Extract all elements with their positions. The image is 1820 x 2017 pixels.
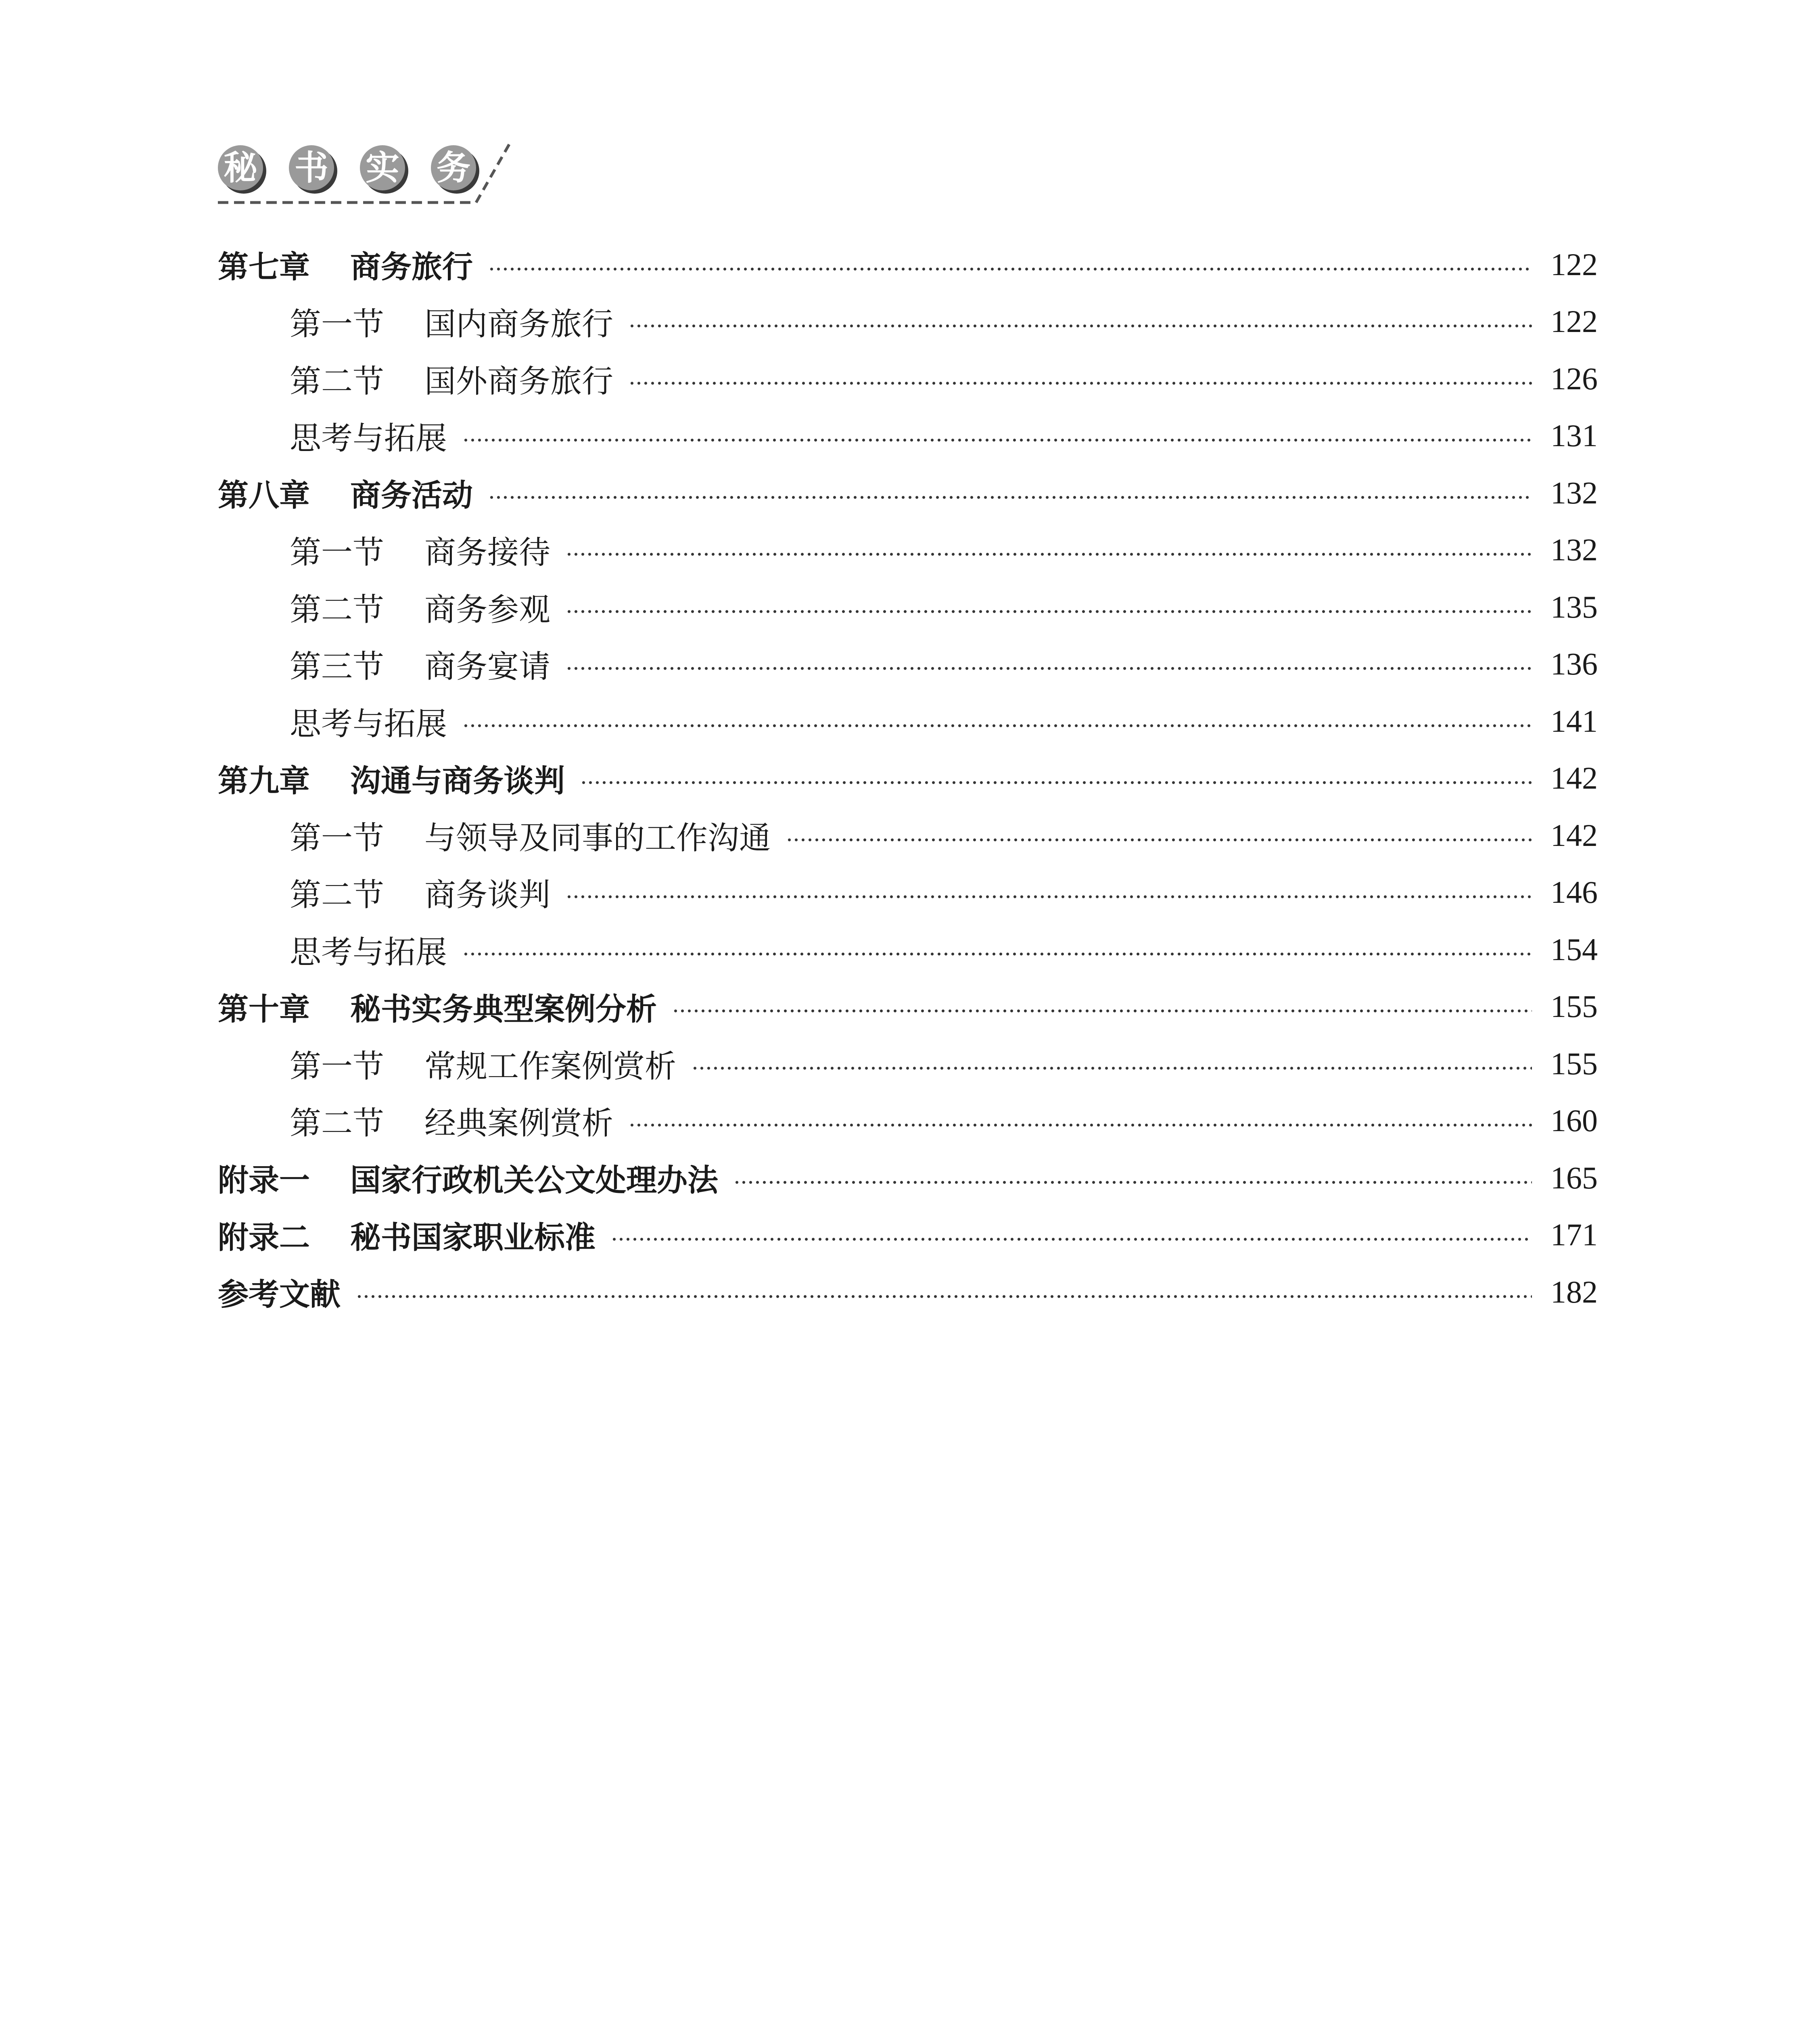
toc-dot-leader bbox=[566, 666, 1532, 670]
toc-dot-leader bbox=[786, 838, 1532, 842]
table-of-contents bbox=[218, 236, 1598, 1321]
toc-entry-title: 国外商务旅行 bbox=[424, 363, 614, 400]
toc-section-row[interactable] bbox=[218, 522, 1598, 579]
toc-chapter-row[interactable] bbox=[218, 1207, 1598, 1264]
toc-dot-leader bbox=[692, 1066, 1532, 1070]
toc-dot-leader bbox=[462, 952, 1532, 956]
toc-entry-number: 附录一 bbox=[218, 1162, 310, 1199]
toc-chapter-row[interactable] bbox=[218, 464, 1598, 522]
toc-entry-title: 常规工作案例赏析 bbox=[424, 1048, 677, 1085]
header-char: 书 bbox=[289, 145, 334, 190]
toc-section-row[interactable] bbox=[218, 921, 1598, 978]
toc-page-number: 182 bbox=[1550, 1274, 1598, 1309]
toc-section-row[interactable] bbox=[218, 293, 1598, 351]
toc-entry-title: 秘书国家职业标准 bbox=[350, 1219, 596, 1255]
toc-entry-title: 商务活动 bbox=[350, 477, 473, 514]
toc-page-number: 142 bbox=[1550, 817, 1598, 853]
toc-section-row[interactable] bbox=[218, 636, 1598, 693]
toc-section-row[interactable] bbox=[218, 1092, 1598, 1150]
toc-dot-leader bbox=[629, 324, 1532, 328]
toc-entry-number: 第二节 bbox=[290, 363, 384, 400]
header-chars bbox=[218, 145, 476, 190]
toc-page-number: 131 bbox=[1550, 418, 1598, 453]
toc-entry-number: 第一节 bbox=[290, 1048, 384, 1085]
toc-section-row[interactable] bbox=[218, 578, 1598, 636]
toc-dot-leader bbox=[672, 1009, 1532, 1013]
toc-page-number: 132 bbox=[1550, 532, 1598, 568]
toc-chapter-row[interactable] bbox=[218, 1263, 1598, 1321]
toc-entry-number: 第二节 bbox=[290, 1105, 384, 1142]
toc-entry-title: 国家行政机关公文处理办法 bbox=[350, 1162, 718, 1199]
toc-section-row[interactable] bbox=[218, 1035, 1598, 1092]
toc-dot-leader bbox=[566, 610, 1532, 614]
toc-entry-title: 商务旅行 bbox=[350, 249, 473, 285]
toc-dot-leader bbox=[611, 1237, 1532, 1241]
toc-page-number: 154 bbox=[1550, 931, 1598, 967]
toc-dot-leader bbox=[488, 495, 1532, 499]
toc-entry-number: 第十章 bbox=[218, 991, 310, 1027]
toc-chapter-row[interactable] bbox=[218, 1149, 1598, 1207]
toc-entry-title: 经典案例赏析 bbox=[424, 1105, 614, 1142]
toc-dot-leader bbox=[629, 1123, 1532, 1127]
toc-entry-title: 思考与拓展 bbox=[290, 706, 447, 742]
toc-page-number: 132 bbox=[1550, 475, 1598, 510]
toc-section-row[interactable] bbox=[218, 864, 1598, 921]
header-char: 实 bbox=[360, 145, 405, 190]
toc-entry-number: 第二节 bbox=[290, 877, 384, 914]
toc-dot-leader bbox=[566, 552, 1532, 556]
toc-page-number: 122 bbox=[1550, 246, 1598, 282]
toc-section-row[interactable] bbox=[218, 350, 1598, 407]
toc-entry-title: 商务谈判 bbox=[424, 877, 551, 914]
toc-page-number: 146 bbox=[1550, 875, 1598, 910]
toc-entry-title: 与领导及同事的工作沟通 bbox=[424, 820, 771, 856]
toc-page-number: 171 bbox=[1550, 1217, 1598, 1253]
toc-dot-leader bbox=[629, 381, 1532, 385]
toc-dot-leader bbox=[356, 1295, 1532, 1299]
toc-page-number: 142 bbox=[1550, 760, 1598, 796]
toc-dot-leader bbox=[462, 438, 1532, 442]
toc-entry-number: 第九章 bbox=[218, 762, 310, 799]
toc-page-number: 122 bbox=[1550, 304, 1598, 339]
toc-entry-title: 国内商务旅行 bbox=[424, 306, 614, 343]
toc-chapter-row[interactable] bbox=[218, 236, 1598, 293]
toc-entry-title: 思考与拓展 bbox=[290, 934, 447, 971]
toc-section-row[interactable] bbox=[218, 693, 1598, 750]
toc-entry-title: 思考与拓展 bbox=[290, 420, 447, 457]
toc-page-number: 155 bbox=[1550, 989, 1598, 1024]
toc-entry-number: 第三节 bbox=[290, 649, 384, 685]
toc-section-row[interactable] bbox=[218, 807, 1598, 864]
toc-page-number: 135 bbox=[1550, 589, 1598, 624]
toc-dot-leader bbox=[580, 781, 1532, 785]
header-char: 务 bbox=[431, 145, 476, 190]
toc-entry-title: 沟通与商务谈判 bbox=[350, 762, 565, 799]
toc-page-number: 155 bbox=[1550, 1046, 1598, 1081]
toc-entry-number: 第一节 bbox=[290, 820, 384, 856]
header-char: 秘 bbox=[218, 145, 263, 190]
toc-entry-title: 秘书实务典型案例分析 bbox=[350, 991, 657, 1027]
toc-page-number: 160 bbox=[1550, 1103, 1598, 1138]
toc-dot-leader bbox=[488, 267, 1532, 271]
toc-page-number: 136 bbox=[1550, 646, 1598, 682]
toc-entry-number: 第二节 bbox=[290, 591, 384, 628]
toc-dot-leader bbox=[462, 724, 1532, 728]
toc-page-number: 141 bbox=[1550, 703, 1598, 739]
toc-chapter-row[interactable] bbox=[218, 978, 1598, 1036]
toc-entry-title: 商务参观 bbox=[424, 591, 551, 628]
toc-dot-leader bbox=[566, 895, 1532, 899]
toc-dot-leader bbox=[733, 1180, 1532, 1184]
toc-entry-title: 参考文献 bbox=[218, 1276, 341, 1313]
header-badge bbox=[218, 133, 541, 214]
toc-chapter-row[interactable] bbox=[218, 750, 1598, 807]
toc-entry-number: 附录二 bbox=[218, 1219, 310, 1255]
toc-section-row[interactable] bbox=[218, 407, 1598, 465]
toc-entry-number: 第一节 bbox=[290, 535, 384, 571]
toc-entry-number: 第七章 bbox=[218, 249, 310, 285]
toc-page-number: 126 bbox=[1550, 361, 1598, 396]
toc-entry-number: 第一节 bbox=[290, 306, 384, 343]
toc-entry-number: 第八章 bbox=[218, 477, 310, 514]
toc-entry-title: 商务接待 bbox=[424, 535, 551, 571]
toc-page-number: 165 bbox=[1550, 1160, 1598, 1195]
toc-entry-title: 商务宴请 bbox=[424, 649, 551, 685]
